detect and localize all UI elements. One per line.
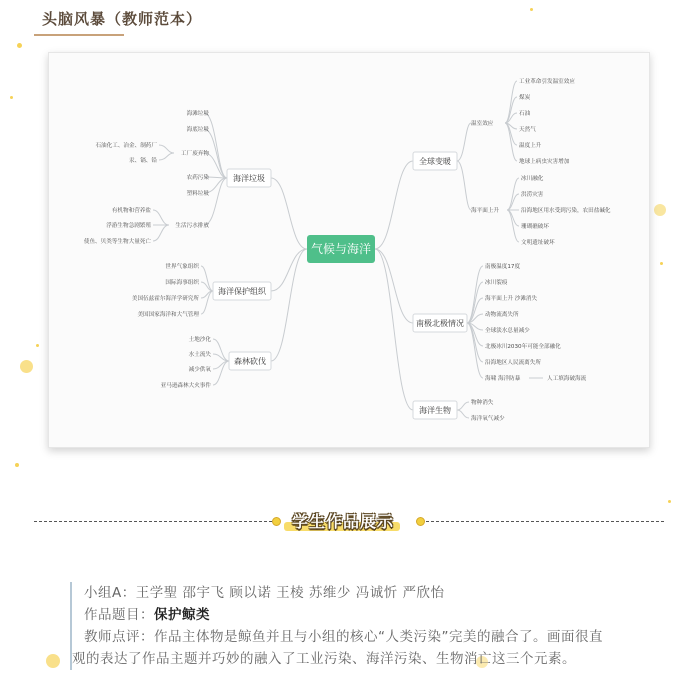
decor-dot (15, 463, 19, 467)
group-members: 王学聖 邵宇飞 顾以诺 王棱 苏维少 冯诚忻 严欣怡 (135, 585, 445, 601)
mm-leaf: 洪涝灾害 (521, 192, 544, 198)
mm-leaf: 农药污染 (186, 175, 209, 181)
mm-leaf: 煤炭 (519, 95, 531, 101)
page-header (34, 8, 202, 29)
mm-leaf: 南极温度17度 (485, 264, 521, 270)
mm-leaf: 海平面上升 沙滩消失 (485, 296, 538, 302)
mm-leaf: 美国国家海洋和大气管理 (137, 312, 199, 318)
group-label: 小组A： (84, 585, 136, 601)
mindmap-card (48, 52, 650, 448)
mm-leaf: 世界气象组织 (165, 264, 199, 270)
divider-dot-left (272, 517, 281, 526)
decor-dot (654, 204, 666, 216)
mm-leaf: 汞、镉、铅 (129, 158, 157, 164)
mm-leaf: 使鱼、贝类等生物大量死亡 (83, 239, 151, 245)
branch-global-warming (413, 152, 457, 170)
work-info (70, 582, 670, 670)
mm-leaf: 动物流离失所 (485, 312, 519, 318)
mm-leaf: 亚马逊森林大火事件 (160, 383, 211, 389)
mm-subnode: 温室效应 (471, 121, 494, 127)
mm-leaf: 海洋氧气减少 (471, 416, 505, 422)
mm-leaf: 人工填海破海流 (547, 376, 587, 382)
mm-leaf: 全球淡水总量减少 (485, 328, 530, 334)
mm-leaf: 工业革命引发温室效应 (519, 79, 575, 85)
mm-leaf: 石油 (519, 111, 531, 117)
mm-leaf: 海滩垃圾 (186, 111, 209, 117)
mindmap-diagram (49, 53, 651, 449)
mm-leaf: 温度上升 (519, 143, 542, 149)
branch-polar (413, 314, 467, 332)
mm-leaf: 国际海事组织 (165, 280, 199, 286)
mm-leaf: 沿海地区人民流离失所 (485, 360, 541, 366)
mm-leaf: 有机物和营养盐 (111, 208, 151, 214)
branch-protection-orgs (213, 282, 271, 300)
divider-line-left (34, 521, 272, 522)
mm-leaf: 珊瑚礁破坏 (521, 224, 549, 230)
svg-text:全球变暖: 全球变暖 (419, 157, 451, 166)
page-title: 头脑风暴（教师范本） (42, 10, 203, 28)
mm-leaf: 水土流失 (188, 352, 211, 358)
branch-deforestation (229, 352, 271, 370)
mm-leaf: 塑料垃圾 (186, 191, 209, 197)
svg-text:森林砍伐: 森林砍伐 (234, 357, 266, 366)
mm-leaf: 文明遗址破坏 (521, 240, 555, 246)
decor-dot (668, 500, 671, 503)
branch-marine-life (413, 401, 457, 419)
section-title: 学生作品展示 (292, 512, 395, 531)
comment-line-2: 观的表达了作品主题并巧妙的融入了工业污染、海洋污染、生物消亡这三个元素。 (72, 651, 576, 667)
topic-line (84, 604, 670, 626)
group-line (84, 582, 670, 604)
decor-dot (660, 262, 663, 265)
mm-leaf: 浮游生物急剧繁殖 (106, 223, 151, 229)
mm-leaf: 天然气 (519, 127, 536, 133)
mm-leaf: 物种消失 (471, 400, 494, 406)
mm-leaf: 石油化工、冶金、制药厂 (95, 143, 157, 149)
mm-leaf: 美国伍兹霍尔海洋学研究所 (131, 296, 199, 302)
mm-leaf: 海啸 海洋防暴 (485, 376, 521, 382)
mm-leaf: 冰川融化 (521, 176, 544, 182)
title-underline (34, 34, 124, 36)
mindmap-center-node: 气候与海洋 (310, 242, 372, 256)
mm-leaf: 北极冰川2030年可能全部融化 (485, 344, 561, 350)
section-divider (34, 508, 664, 534)
svg-text:海洋垃圾: 海洋垃圾 (233, 174, 265, 183)
comment-line-1: 教师点评：作品主体物是鲸鱼并且与小组的核心“人类污染”完美的融合了。画面很直 (84, 629, 603, 645)
decor-dot (17, 43, 22, 48)
branch-ocean-trash (227, 169, 271, 187)
divider-line-right (426, 521, 664, 522)
mm-leaf: 海底垃圾 (186, 127, 209, 133)
decor-dot (36, 344, 39, 347)
divider-dot-right (416, 517, 425, 526)
mm-leaf: 减少供氧 (188, 367, 211, 373)
topic-value: 保护鲸类 (154, 607, 210, 623)
decor-dot (46, 654, 60, 668)
decor-dot (530, 8, 533, 11)
topic-label: 作品题目： (84, 607, 154, 623)
mm-leaf: 沿海地区用水受到污染，农田盐碱化 (521, 208, 611, 214)
mm-leaf: 工厂废弃物 (181, 151, 209, 157)
decor-dot (10, 96, 13, 99)
mm-leaf: 地球上病虫灾害增加 (519, 159, 570, 165)
decor-dot (20, 360, 33, 373)
mm-leaf: 土地沙化 (188, 337, 211, 343)
svg-text:海洋保护组织: 海洋保护组织 (218, 287, 266, 296)
svg-text:海洋生物: 海洋生物 (419, 406, 451, 415)
mm-leaf: 生活污水排放 (175, 223, 209, 229)
mm-leaf: 冰川裂痕 (485, 280, 508, 286)
mm-subnode: 海平面上升 (471, 208, 499, 214)
svg-text:南极北极情况: 南极北极情况 (416, 319, 464, 328)
